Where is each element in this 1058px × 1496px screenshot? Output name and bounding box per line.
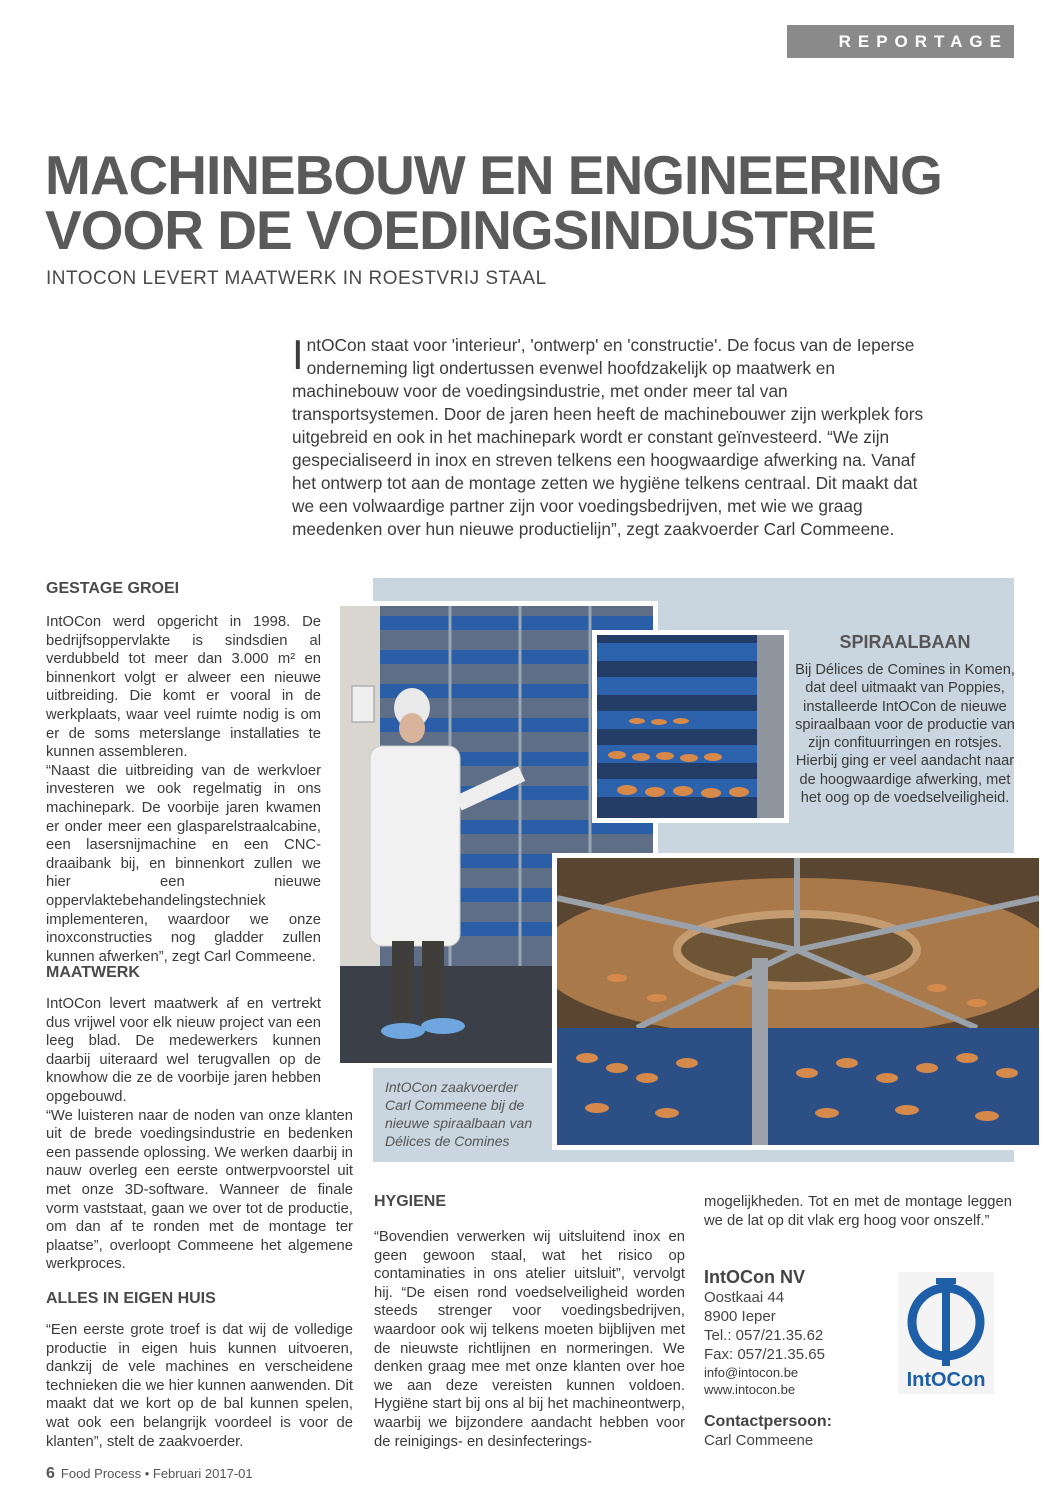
fax-number: Fax: 057/21.35.65 — [704, 1346, 825, 1363]
title-line-1: MACHINEBOUW EN ENGINEERING — [45, 144, 942, 206]
article-subtitle: INTOCON LEVERT MAATWERK IN ROESTVRIJ STAAL — [46, 268, 547, 289]
drop-cap: I — [292, 331, 304, 378]
page-number: 6 — [46, 1465, 55, 1482]
maatwerk-paragraph-1: IntOCon levert maatwerk af en vertrekt dus vrijwel voor elk nieuw project van een leeg blad. De medewerkers kunnen daarbij uiteraard wel terugvallen op de knowhow die ze de voorbije jaren hebben opgebouwd. — [46, 996, 321, 1105]
lead-text: ntOCon staat voor 'interieur', 'ontwerp' en 'constructie'. De focus van de Ieperse onderneming ligt ondertussen evenwel hoofdzakelijk op maatwerk en machinebouw voor de voedingsindustrie, met onder meer tal van transportsystemen. Door de jaren heen heeft de machinebouwer zijn werkplek fors uitgebreid en ook in het machinepark wordt er constant geïnvesteerd. “We zijn gespecialiseerd in inox en streven telkens een hoogwaardige afwerking na. Vanaf het ontwerp tot aan de montage zetten we hygiëne telkens centraal. Dit maakt dat we een volwaardige partner zijn voor voedingsbedrijven, met wie we graag meedenken over hun nieuwe productielijn”, zegt zaakvoerder Carl Commeene. — [292, 335, 924, 539]
publication-info: Food Process • Februari 2017-01 — [60, 1466, 253, 1481]
logo-text: IntOCon — [906, 1369, 986, 1391]
address-street: Oostkaai 44 — [704, 1289, 785, 1306]
photo-spiral-wheel-graphic — [557, 858, 1039, 1145]
gestage-paragraph-1: IntOCon werd opgericht in 1998. De bedrijfsoppervlakte is sindsdien al verdubbeld tot meer dan 3.000 m² en binnenkort volgt er alweer een nieuwe uitbreiding. Die komt er vooral in de werkplaats, waar veel ruimte nodig is om er de soms meterslange installaties te kunnen assembleren. — [46, 614, 321, 761]
photo-spiral-racks-graphic — [597, 635, 784, 818]
contact-block — [704, 1268, 832, 1450]
contact-person-name: Carl Commeene — [704, 1432, 814, 1449]
heading-alles-in-eigen-huis: ALLES IN EIGEN HUIS — [46, 1290, 216, 1307]
hygiene-continuation: mogelijkheden. Tot en met de montage leggen we de lat op dit vlak erg hoog voor onszelf.” — [704, 1194, 1012, 1229]
photo-caption: IntOCon zaakvoerder Carl Commeene bij de nieuwe spiraalbaan van Délices de Comines — [385, 1079, 533, 1149]
company-name: IntOCon NV — [704, 1267, 805, 1287]
heading-gestage-groei: GESTAGE GROEI — [46, 580, 180, 597]
section-tag: REPORTAGE — [787, 25, 1014, 58]
photo-spiral-racks — [592, 630, 789, 823]
gestage-body — [46, 613, 321, 966]
sidebar-text: Bij Délices de Comines in Komen, dat deel uitmaakt van Poppies, installeerde IntOCon de nieuwe spiraalbaan voor de productie van zijn confituurringen en rotsjes. Hierbij ging er veel aandacht naar de hoogwaardige afwerking, met het oog op de voedselveiligheid. — [795, 662, 1015, 807]
maatwerk-paragraph-2: “We luisteren naar de noden van onze klanten uit de brede voedingsindustrie en bedenken een passende oplossing. We werken daarbij in nauw overleg een eerste ontwerpvoorstel uit met onze 3D-software. Wanneer de finale vorm vaststaat, gaan we over tot de productie, om dan af te ronden met de montage ter plaatse”, overloopt Commeene het algemene werkproces. — [46, 1107, 353, 1273]
website-link[interactable]: www.intocon.be — [704, 1382, 796, 1397]
heading-maatwerk: MAATWERK — [46, 964, 140, 981]
gestage-paragraph-2: “Naast die uitbreiding van de werkvloer investeren we ook regelmatig in ons machinepark. De voorbije jaren kwamen er onder meer een glasparelstraalcabine, een lasersnijmachine en een CNC-draaibank bij, en binnenkort zullen we hier een nieuwe oppervlaktebehandelingstechniek implementeren, waardoor we onze inoxconstructies nog gladder zullen kunnen afwerken”, zegt Carl Commeene. — [46, 762, 321, 965]
lead-paragraph — [292, 331, 924, 541]
address-city: 8900 Ieper — [704, 1308, 776, 1325]
eigenhuis-body: “Een eerste grote troef is dat wij de volledige productie in eigen huis kunnen uitvoeren, dankzij de vele machines en verscheidene technieken die we hier kunnen aanwenden. Dit maakt dat we kort op de bal kunnen spelen, wat ook een belangrijk voordeel is voor de klanten”, stelt de zaakvoerder. — [46, 1322, 353, 1450]
sidebar-title: SPIRAALBAAN — [839, 632, 971, 652]
maatwerk-body — [46, 995, 353, 1274]
heading-hygiene: HYGIENE — [374, 1193, 447, 1210]
article-title — [45, 144, 945, 261]
phone-number: Tel.: 057/21.35.62 — [704, 1327, 824, 1344]
hygiene-body: “Bovendien verwerken wij uitsluitend inox en geen gewoon staal, wat het risico op contaminaties in ons atelier uitsluit”, vervolgt hij. “De eisen rond voedselveiligheid worden steeds strenger voor voedingsbedrijven, waardoor ook wij telkens moeten bijblijven met de nieuwste richtlijnen en normeringen. We denken graag mee met onze klanten over hoe we aan deze vereisten kunnen voldoen. Hygiëne start bij ons al bij het machineontwerp, waarbij we bijzondere aandacht hebben voor de reinigings- en desinfecterings- — [374, 1229, 685, 1450]
company-logo — [898, 1272, 994, 1394]
contact-person-label: Contactpersoon: — [704, 1413, 832, 1430]
email-link[interactable]: info@intocon.be — [704, 1365, 799, 1380]
page-footer — [46, 1465, 253, 1483]
photo-spiral-wheel — [552, 853, 1044, 1150]
title-line-2: VOOR DE VOEDINGSINDUSTRIE — [45, 199, 876, 261]
